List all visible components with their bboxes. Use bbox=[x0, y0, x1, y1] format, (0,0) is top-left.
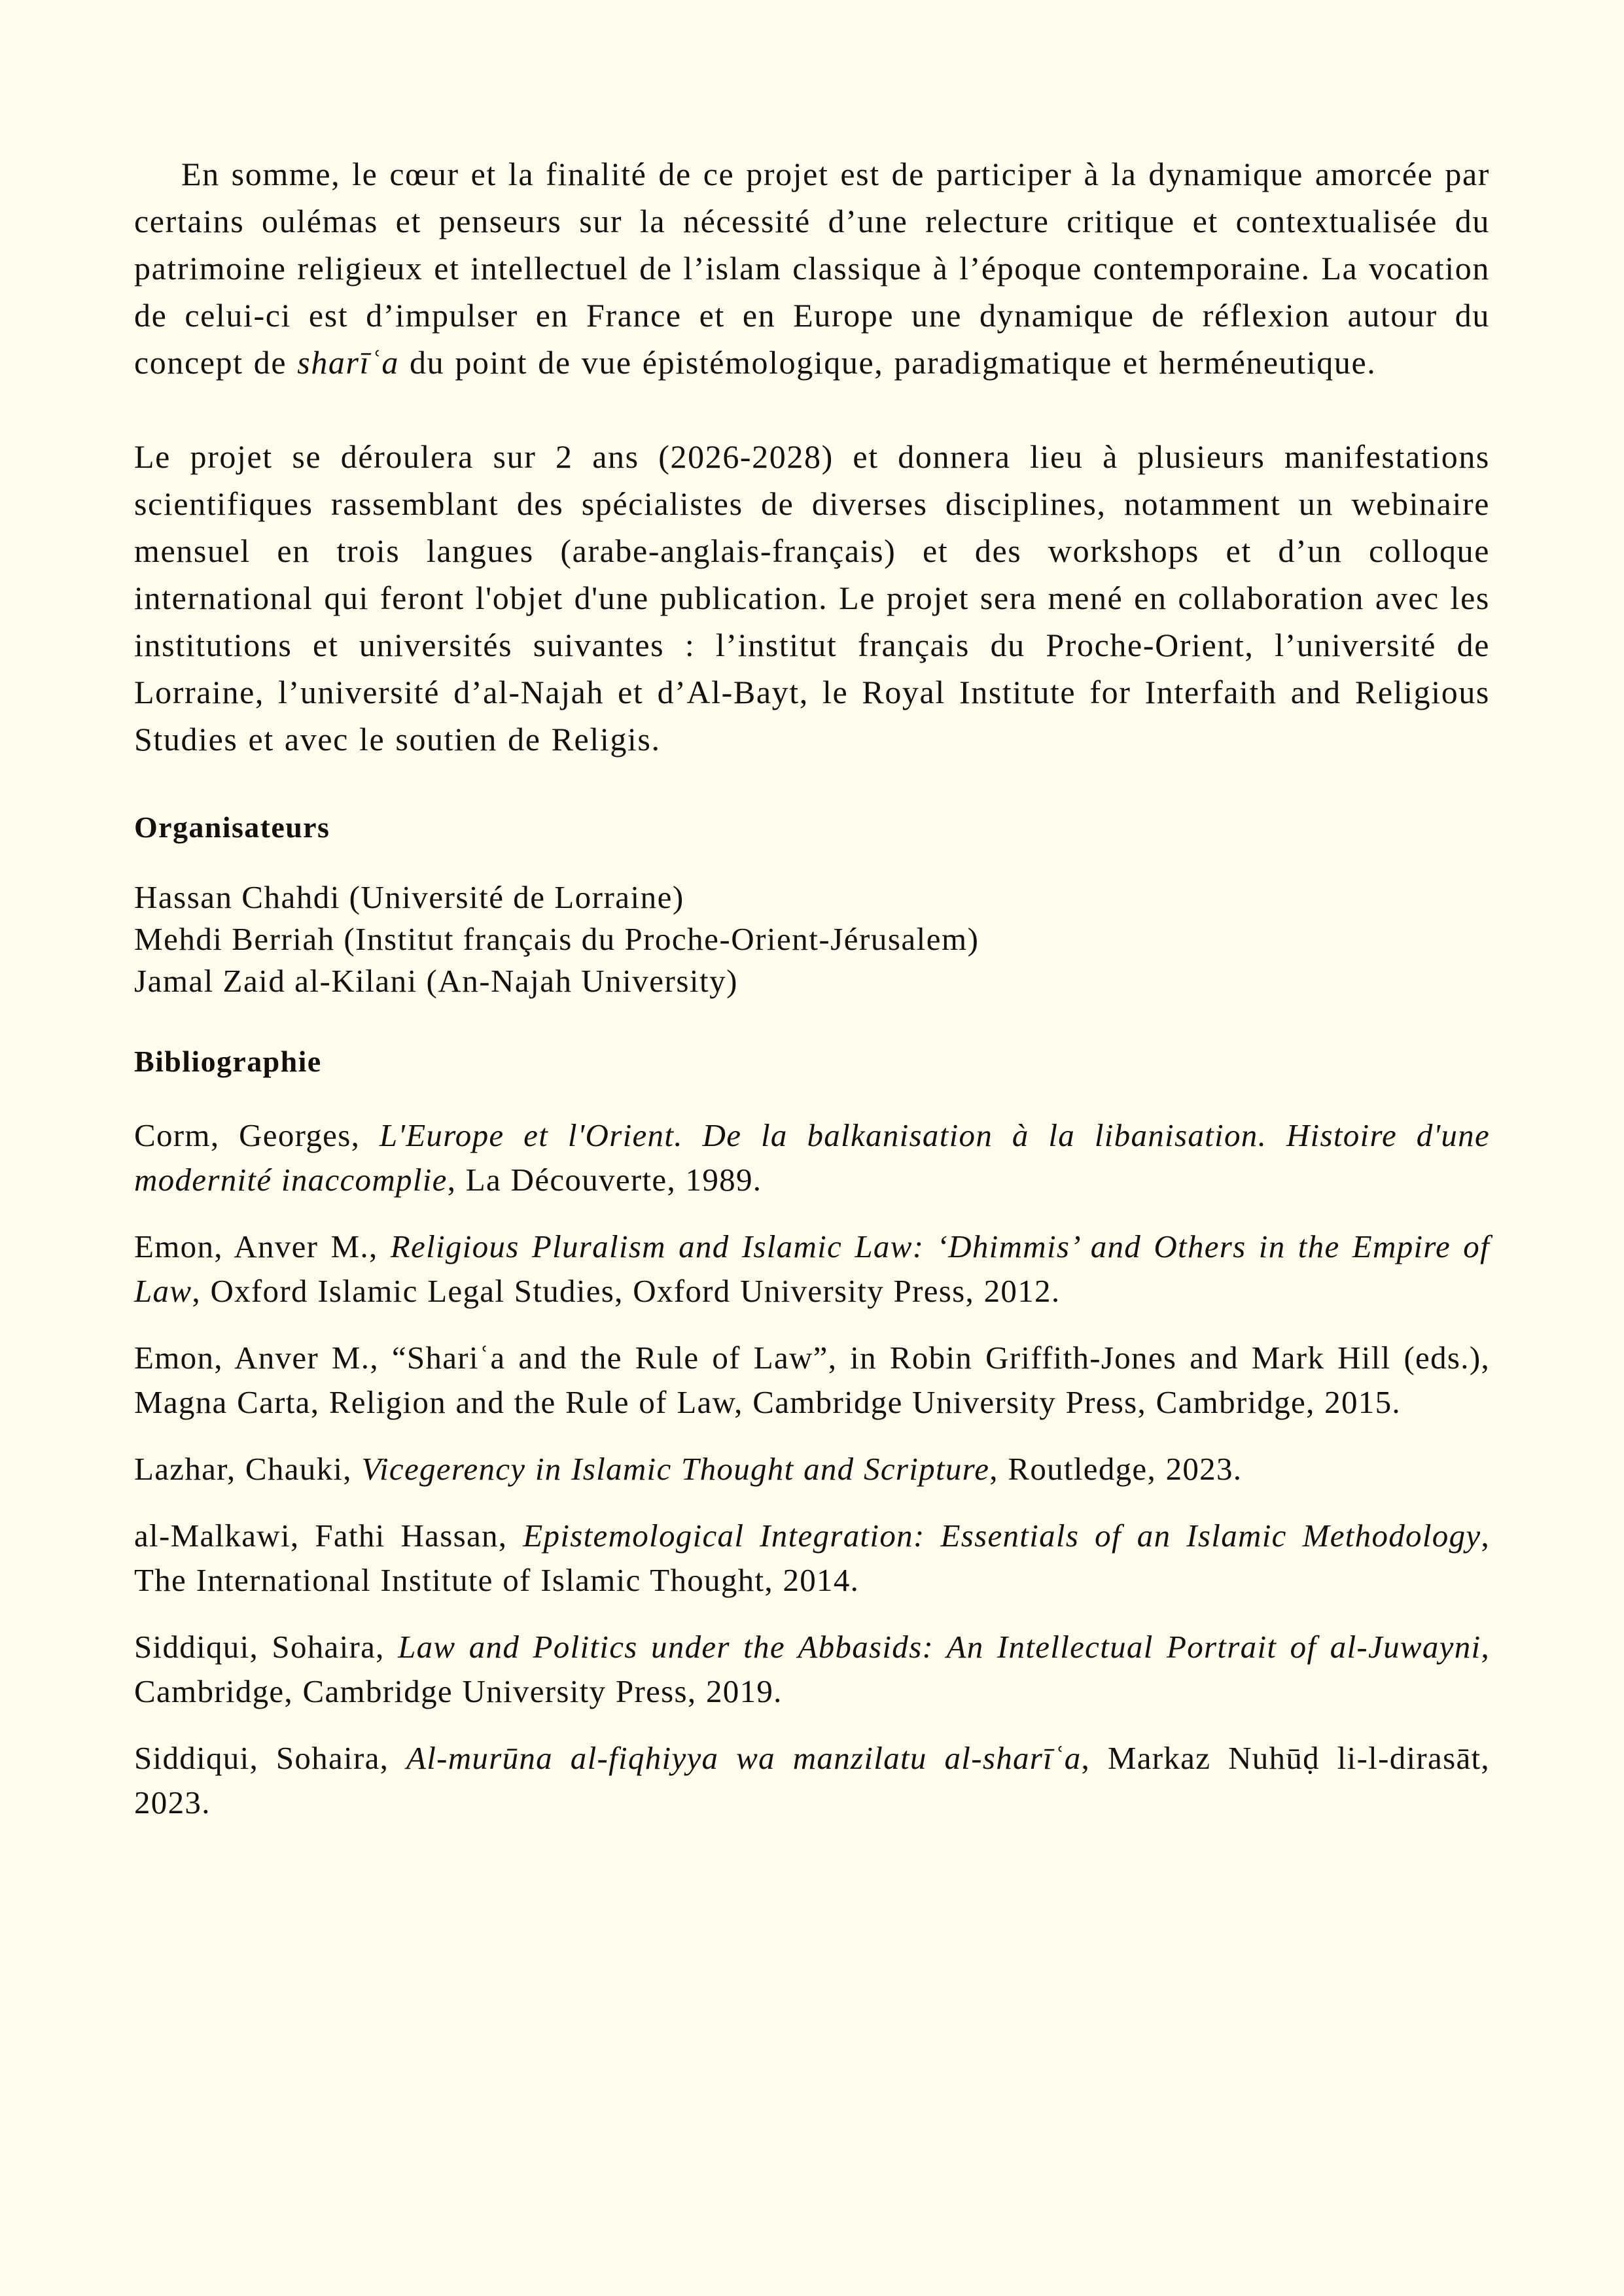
bibliographie-heading-spacer bbox=[134, 1081, 1490, 1113]
organiser-item: Mehdi Berriah (Institut français du Proche-Orient-Jérusalem) bbox=[134, 921, 980, 957]
organiser-item: Jamal Zaid al-Kilani (An-Najah University) bbox=[134, 963, 738, 999]
bibliography-entry bbox=[134, 1225, 1490, 1313]
bibliography-author: Corm, Georges, bbox=[134, 1117, 380, 1153]
bibliography-publication-info: , Markaz Nuhūḍ li-l-dirasāt, 2023. bbox=[134, 1740, 1490, 1820]
bibliography-publication-info: , Cambridge, Cambridge University Press, 2019. bbox=[134, 1629, 1490, 1709]
paragraph-project-timeline: Le projet se déroulera sur 2 ans (2026-2028) et donnera lieu à plusieurs manifestations scientifiques rassemblant des spécialistes de diverses disciplines, notamment un webinaire mensuel en trois langues (arabe-anglais-français) et des workshops et d’un colloque international qui feront l'objet d'une publication. Le projet sera mené en collaboration avec les institutions et universités suivantes : l’institut français du Proche-Orient, l’université de Lorraine, l’université d’al-Najah et d’Al-Bayt, le Royal Institute for Interfaith and Religious Studies et avec le soutien de Religis. bbox=[134, 438, 1490, 757]
bibliography-list bbox=[134, 1113, 1490, 1825]
bibliography-publication-info: , Oxford Islamic Legal Studies, Oxford University Press, 2012. bbox=[192, 1273, 1061, 1309]
italic-term-sharia: sharīʿa bbox=[297, 344, 399, 381]
bibliography-author: Emon, Anver M., “Shariʿa and the Rule of Law”, in Robin Griffith-Jones and Mark Hill (eds.), Magna Carta, Religion and the Rule of Law, Cambridge University Press, Cambridge, 2015. bbox=[134, 1340, 1490, 1420]
bibliography-publication-info: , The International Institute of Islamic Thought, 2014. bbox=[134, 1518, 1490, 1598]
bibliography-title: Law and Politics under the Abbasids: An Intellectual Portrait of al-Juwayni bbox=[398, 1629, 1481, 1665]
heading-spacer-organisateurs bbox=[134, 763, 1490, 809]
bibliography-entry bbox=[134, 1514, 1490, 1603]
paragraph-spacer bbox=[134, 386, 1490, 433]
bibliography-publication-info: , Routledge, 2023. bbox=[989, 1451, 1243, 1487]
bibliography-author: Emon, Anver M., bbox=[134, 1228, 391, 1264]
organisateurs-heading-spacer bbox=[134, 846, 1490, 877]
bibliography-entry bbox=[134, 1447, 1490, 1491]
bibliography-title: Vicegerency in Islamic Thought and Scripture bbox=[361, 1451, 990, 1487]
heading-bibliographie: Bibliographie bbox=[134, 1045, 322, 1078]
organiser-item: Hassan Chahdi (Université de Lorraine) bbox=[134, 879, 684, 915]
bibliography-entry bbox=[134, 1113, 1490, 1202]
bibliography-entry bbox=[134, 1736, 1490, 1825]
bibliography-author: Siddiqui, Sohaira, bbox=[134, 1740, 406, 1776]
bibliography-title: Religious Pluralism and Islamic Law: ‘Dhimmis’ and Others in the Empire of Law bbox=[134, 1228, 1490, 1309]
organisateurs-list bbox=[134, 877, 1490, 1002]
bibliography-title: Epistemological Integration: Essentials of an Islamic Methodology bbox=[523, 1518, 1481, 1554]
bibliography-entry bbox=[134, 1336, 1490, 1425]
bibliography-title: Al-murūna al-fiqhiyya wa manzilatu al-sharīʿa bbox=[406, 1740, 1082, 1776]
document-body bbox=[134, 150, 1490, 1825]
bibliography-author: Siddiqui, Sohaira, bbox=[134, 1629, 398, 1665]
bibliography-publication-info: , La Découverte, 1989. bbox=[447, 1162, 762, 1198]
bibliography-author: al-Malkawi, Fathi Hassan, bbox=[134, 1518, 523, 1554]
heading-spacer-bibliographie bbox=[134, 1002, 1490, 1043]
heading-organisateurs: Organisateurs bbox=[134, 810, 330, 844]
bibliography-author: Lazhar, Chauki, bbox=[134, 1451, 362, 1487]
paragraph-project-summary: En somme, le cœur et la finalité de ce projet est de participer à la dynamique amorcée par certains oulémas et penseurs sur la nécessité d’une relecture critique et contextualisée du patrimoine religieux et intellectuel de l’islam classique à l’époque contemporaine. La vocation de celui-ci est d’impulser en France et en Europe une dynamique de réflexion autour du concept de sharīʿa du point de vue épistémologique, paradigmatique et herméneutique. bbox=[134, 156, 1490, 381]
bibliography-entry bbox=[134, 1625, 1490, 1714]
bibliography-title: L'Europe et l'Orient. De la balkanisation à la libanisation. Histoire d'une modernité inaccomplie bbox=[134, 1117, 1490, 1198]
